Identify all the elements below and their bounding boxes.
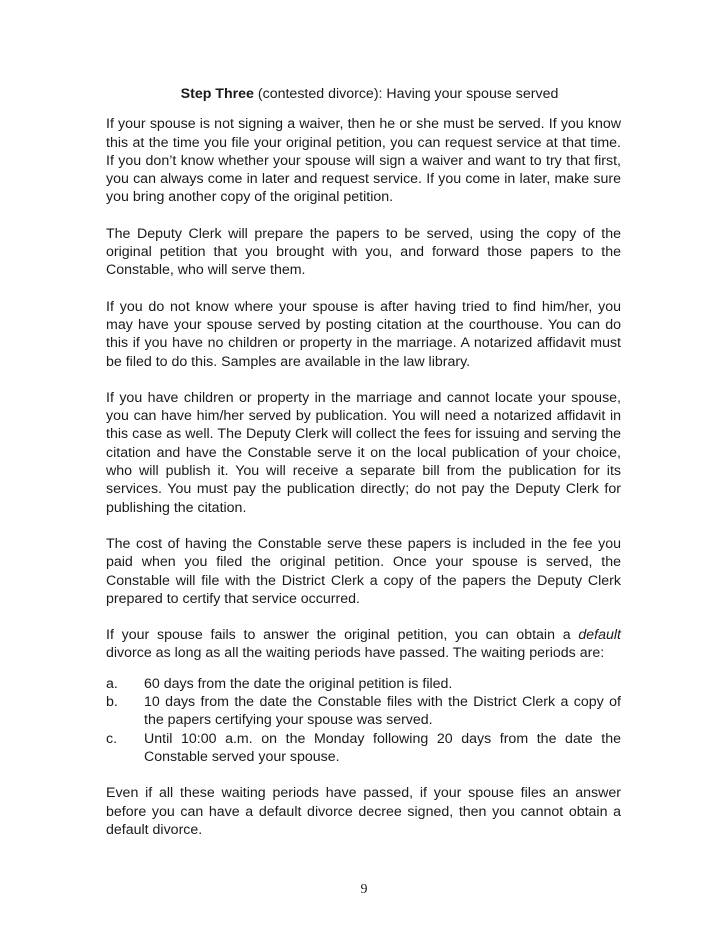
paragraph-default-divorce	[106, 626, 621, 663]
page-number: 9	[360, 882, 368, 897]
list-text: 60 days from the date the original petition is filed.	[144, 675, 453, 692]
heading-step-label: Step Three	[180, 86, 254, 102]
list-text: Until 10:00 a.m. on the Monday following 20 days from the date the Constable served your spouse.	[144, 730, 621, 765]
list-item	[106, 693, 621, 730]
list-marker: b.	[106, 694, 118, 711]
paragraph-cost: The cost of having the Constable serve these papers is included in the fee you paid when you filed the original petition. Once your spouse is served, the Constable will file with the District Clerk a copy of the papers the Deputy Clerk prepared to certify that service occurred.	[106, 535, 621, 607]
list-marker: c.	[106, 730, 118, 747]
default-para-after: divorce as long as all the waiting periods have passed. The waiting periods are:	[106, 645, 605, 662]
waiting-periods-list	[106, 675, 621, 766]
list-item	[106, 675, 621, 693]
list-text: 10 days from the date the Constable files with the District Clerk a copy of the papers certifying your spouse was served.	[144, 694, 621, 729]
paragraph-closing: Even if all these waiting periods have passed, if your spouse files an answer before you can have a default divorce decree signed, then you cannot obtain a default divorce.	[106, 785, 621, 838]
default-para-before: If your spouse fails to answer the original petition, you can obtain a	[106, 627, 579, 644]
default-para-italic: default	[578, 627, 621, 644]
section-heading	[106, 85, 621, 103]
document-page	[106, 85, 621, 857]
list-item	[106, 730, 621, 767]
list-marker: a.	[106, 675, 118, 692]
paragraph-posting-citation: If you do not know where your spouse is after having tried to find him/her, you may have your spouse served by posting citation at the courthouse. You can do this if you have no children or property in the marriage. A notarized affidavit must be filed to do this. Samples are available in the law library.	[106, 298, 621, 370]
paragraph-publication: If you have children or property in the marriage and cannot locate your spouse, you can have him/her served by publication. You will need a notarized affidavit in this case as well. The Deputy Clerk will collect the fees for issuing and serving the citation and have the Constable serve it on the local publication of your choice, who will publish it. You will receive a separate bill from the publication for its services. You must pay the publication directly; do not pay the Deputy Clerk for publishing the citation.	[106, 389, 621, 516]
paragraph-waiver: If your spouse is not signing a waiver, then he or she must be served. If you know this at the time you file your original petition, you can request service at that time. If you don’t know whether your spouse will sign a waiver and want to try that first, you can always come in later and request service. If you come in later, make sure you bring another copy of the original petition.	[106, 116, 621, 206]
paragraph-deputy-clerk: The Deputy Clerk will prepare the papers to be served, using the copy of the original petition that you brought with you, and forward those papers to the Constable, who will serve them.	[106, 225, 621, 279]
heading-subtitle: (contested divorce): Having your spouse served	[253, 86, 559, 102]
